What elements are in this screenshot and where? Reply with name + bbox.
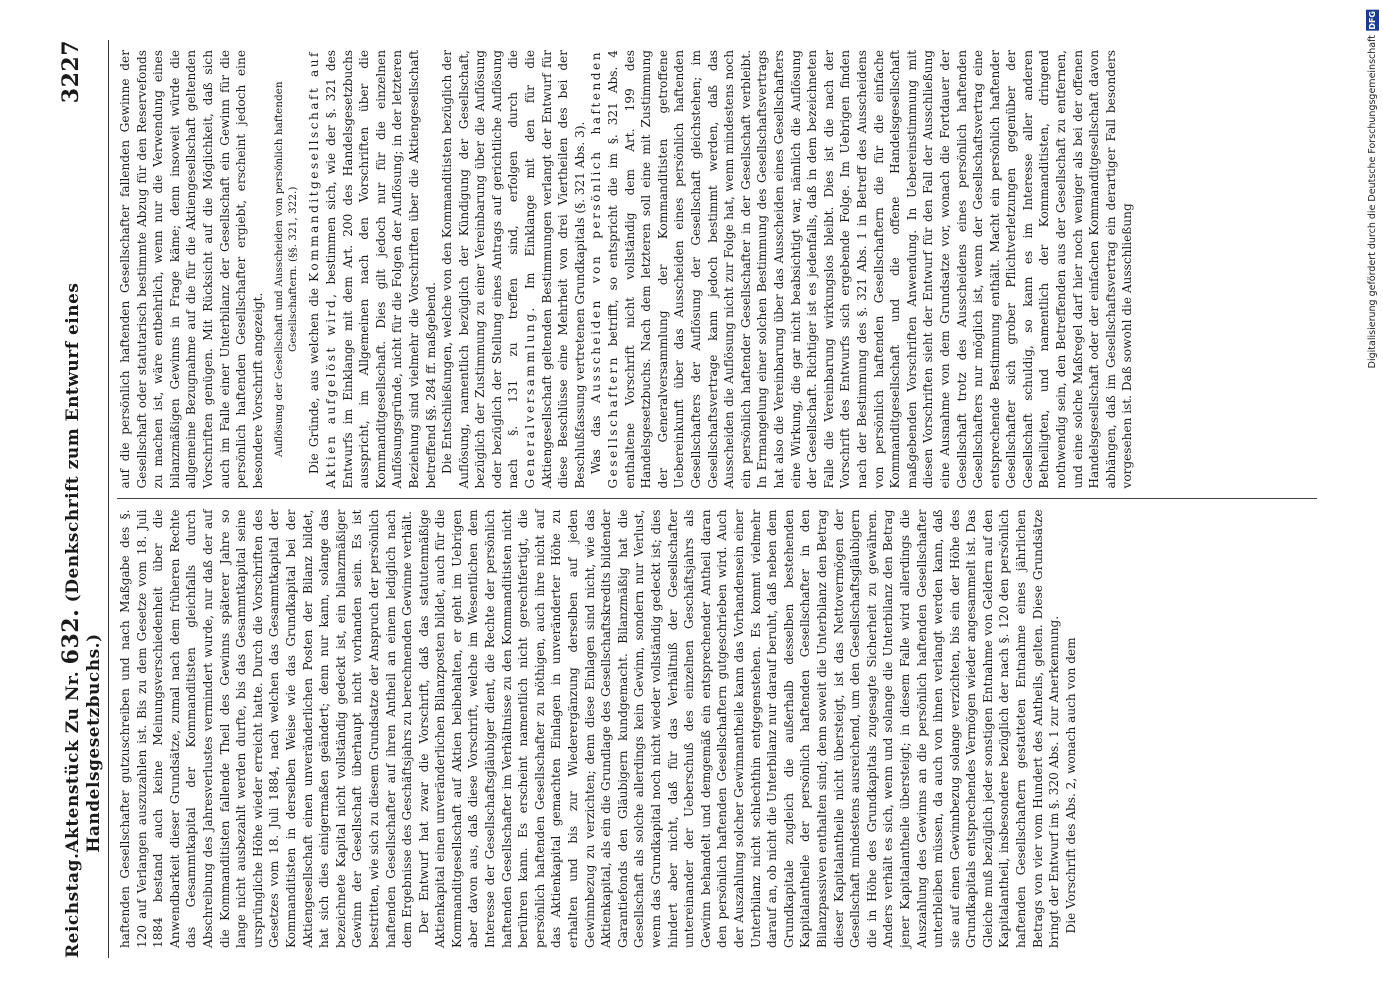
text-columns (117, 40, 1317, 958)
paragraph: Die Vorschrift des Abs. 2, wonach auch von dem (1063, 637, 1078, 934)
paragraph: auf die persönlich haftenden Gesellschafter fallenden Gewinne der Gesellschaft oder statutarisch bestimmte Abzug für den Reservefonds zu machen ist, wäre entbehrlich, wenn nur die Verwendung eines bilanzmäßigen Gewinns in Frage käme; denn insoweit würde die allgemeine Bezugnahme auf die für die Aktiengesellschaft geltenden Vorschriften genügen. Mit Rücksicht auf die Möglichkeit, daß sich auch im Falle einer Unterbilanz der Gesellschaft ein Gewinn für die persönlich haftenden Gesellschafter ergiebt, erscheint jedoch eine besondere Vorschrift angezeigt. (118, 50, 265, 489)
text-run: Was das (589, 415, 604, 474)
text-run: bestimmen sich, wie der §. 321 des Entwurfs im Einklange mit dem Art. 200 des Handelsgesetzbuchs ausspricht, im Allgemeinen nach den Vorschriften über die Kommanditgesellschaft. Dies gilt jedoch nur für die einzelnen Auflösungsgründe, nicht für die Folgen der Auflösung; in der letzteren Beziehung sind vielmehr die Vorschriften über die Aktiengesellschaft betreffend §§. 284 ff. maßgebend. (323, 50, 438, 489)
paragraph (439, 50, 588, 489)
header-number: 632. (58, 608, 84, 665)
spaced-emphasis: Generalversammlung. (523, 305, 538, 489)
text-run: Die Entschließungen, welche von den Kommanditisten bezüglich der Auflösung, namentlich bezüglich der Kündigung der Gesellschaft, bezüglich der Zustimmung zu einer Vereinbarung über die Auflösung oder bezüglich der Stellung eines Antrags auf gerichtliche Auflösung nach §. 131 zu treffen sind, erfolgen durch die (440, 50, 521, 489)
paragraph: haftenden Gesellschafter gutzuschreiben und nach Maßgabe des §. 120 auf Verlangen auszuzahlen ist. Bis zu dem Gesetze vom 18. Juli 1884 bestand auch keine Meinungsverschiedenheit über die Anwendbarkeit dieser Grundsätze, zumal nach dem früheren Rechte das Gesammtkapital der Kommanditisten gleichfalls durch Abschreibung des Jahresverlustes vermindert wurde, nur daß der auf die Kommanditisten fallende Theil des Gewinns späterer Jahre so lange nicht ausbezahlt werden durfte, bis das Gesammtkapital seine ursprüngliche Höhe wieder erreicht hatte. Durch die Vorschriften des Gesetzes vom 18. Juli 1884, nach welchen das Gesammtkapital der Kommanditisten in derselben Weise wie das Grundkapital bei der Aktiengesellschaft einen unveränderlichen Posten der Bilanz bildet, hat sich dies einigermaßen geändert; denn nur kann, solange das bezeichnete Kapital nicht vollständig gedeckt ist, ein bilanzmäßiger Gewinn der Gesellschaft überhaupt nicht vorhanden sein. Es ist bestritten, wie sich zu diesem Grundsatze der Anspruch der persönlich haftenden Gesellschafter auf ihren Antheil an einem lediglich nach dem Ergebnisse des Geschäftsjahrs zu berechnenden Gewinne verhält. (118, 509, 415, 948)
section-heading: Auflösung der Gesellschaft und Ausscheiden von persönlich haftenden Gesellschaftern. (§§. 321, 322.) (273, 81, 300, 458)
digitization-note (1365, 10, 1379, 990)
header-title-b: (Denkschrift zum Entwurf eines Handelsgesetzbuchs.) (63, 282, 104, 853)
paragraph (306, 50, 439, 489)
dfg-logo: DFG (1367, 11, 1377, 30)
column-divider (117, 499, 1317, 500)
spaced-emphasis: Ausscheiden von persönlich haftenden Gesellschaftern (589, 50, 621, 489)
text-run: Die Gründe, aus welchen die (307, 288, 322, 474)
funding-note: Digitalisierung gefördert durch die Deutsche Forschungsgemeinschaft (1366, 34, 1378, 368)
header-left: Reichstag. (63, 852, 83, 958)
page-header (58, 40, 109, 958)
header-middle (58, 103, 104, 852)
page-number: 3227 (58, 40, 84, 104)
paragraph (588, 50, 1136, 489)
spaced-emphasis: Kommanditgesellschaft auf Aktien aufgelöst wird, (307, 50, 338, 489)
paragraph: Der Entwurf hat zwar die Vorschrift, daß das statutenmäßige Aktienkapital einen unveränderlichen Bilanzposten bildet, auch für die Kommanditgesellschaft auf Aktien beibehalten, er geht im Uebrigen aber davon aus, daß diese Vorschrift, welche im Wesentlichen dem Interesse der Gesellschaftsgläubiger dient, die Rechte der persönlich haftenden Gesellschafter im Verhältnisse zu den Kommanditisten nicht berühren kann. Es erscheint namentlich nicht gerechtfertigt, die persönlich haftenden Gesellschafter zu nöthigen, auch ihre nicht auf das Aktienkapital gemachten Einlagen in unveränderter Höhe zu erhalten und bis zur Wiederergänzung derselben auf jeden Gewinnbezug zu verzichten; denn diese Einlagen sind nicht, wie das Aktienkapital, als ein die Grundlage des Gesellschaftskredits bildender Garantiefonds den Gläubigern kundgemacht. Bilanzmäßig hat die Gesellschaft als solche allerdings kein Gewinn, sondern nur Verlust, wenn das Grundkapital noch nicht wieder vollständig gedeckt ist; dies hindert aber nicht, daß für das Verhältniß der Gesellschafter untereinander der Ueberschuß des einzelnen Geschäftsjahrs als Gewinn behandelt und demgemäß ein entsprechender Antheil daran den persönlich haftenden Gesellschaftern gutgeschrieben wird. Auch der Auszahlung solcher Gewinnantheile kann das Vorhandensein einer Unterbilanz nicht schlechthin entgegenstehen. Es kommt vielmehr darauf an, ob nicht die Unterbilanz nur darauf beruht, daß neben dem Grundkapitale zugleich die außerhalb desselben bestehenden Kapitalantheile der persönlich haftenden Gesellschafter in den Bilanzpassiven enthalten sind; denn soweit die Unterbilanz den Betrag dieser Kapitalantheile nicht übersteigt, ist das Nettovermögen der Gesellschaft mindestens ausreichend, um den Gesellschaftsgläubigern die in Höhe des Grundkapitals zugesagte Sicherheit zu gewähren. Anders verhält es sich, wenn und solange die Unterbilanz den Betrag jener Kapitalantheile übersteigt; in diesem Falle wird allerdings die Auszahlung des Gewinns an die persönlich haftenden Gesellschafter unterbleiben müssen, da auch von ihnen verlangt werden kann, daß sie auf einen Gewinnbezug solange verzichten, bis ein der Höhe des Grundkapitals entsprechendes Vermögen wieder angesammelt ist. Das Gleiche muß bezüglich jeder sonstigen Entnahme von Geldern auf den Kapitalantheil, insbesondere bezüglich der nach §. 120 den persönlich haftenden Gesellschaftern gestatteten Entnahme eines jährlichen Betrags von vier vom Hundert des Antheils, gelten. Diese Grundsätze bringt der Entwurf im §. 320 Abs. 1 zur Anerkennung. (416, 509, 1062, 948)
column-left (117, 500, 1317, 959)
header-title-a: Aktenstück Zu Nr. (63, 670, 83, 853)
column-right (117, 40, 1317, 499)
text-run: Im Einklange mit den für die Aktiengesellschaft geltenden Bestimmungen verlangt der Entwurf für diese Beschlüsse eine Mehrheit von drei Viertheilen des bei der Beschlußfassung vertretenen Grundkapitals (§. 321 Abs. 3). (523, 50, 587, 489)
text-run: betrifft, so entspricht die im §. 321 Abs. 4 enthaltene Vorschrift nicht vollständig dem Art. 199 des Handelsgesetzbuchs. Nach dem letzteren soll eine mit Zustimmung der Generalversammlung der Kommanditisten getroffene Uebereinkunft über das Ausscheiden eines persönlich haftenden Gesellschafters der Auflösung der Gesellschaft gleichstehen; im Gesellschaftsvertrage kann jedoch bestimmt werden, daß das Ausscheiden die Auflösung nicht zur Folge hat, wenn mindestens noch ein persönlich haftender Gesellschafter in der Gesellschaft verbleibt. In Ermangelung einer solchen Bestimmung des Gesellschaftsvertrags hat also die Vereinbarung über das Ausscheiden eines Gesellschafters eine Wirkung, die gar nicht beabsichtigt war, nämlich die Auflösung der Gesellschaft. Richtiger ist es jedenfalls, daß in dem bezeichneten Falle die Vereinbarung wirkungslos bleibt. Dies ist die nach der Vorschrift des Entwurfs sich ergebende Folge. Im Uebrigen finden nach der Bestimmung des §. 321 Abs. 1 in Betreff des Ausscheidens von persönlich haftenden Gesellschaftern die für die einfache Kommanditgesellschaft und die offene Handelsgesellschaft maßgebenden Vorschriften Anwendung. In Uebereinstimmung mit diesen Vorschriften sieht der Entwurf für den Fall der Ausschließung eine Ausnahme von dem Grundsatze vor, wonach die Fortdauer der Gesellschaft trotz des Ausscheidens eines persönlich haftenden Gesellschafters nur möglich ist, wenn der Gesellschaftsvertrag eine entsprechende Bestimmung enthält. Macht ein persönlich haftender Gesellschafter sich grober Pflichtverletzungen gegenüber der Gesellschaft schuldig, so kann es im Interesse aller anderen Betheiligten, und namentlich der Kommanditisten, dringend nothwendig sein, den Betreffenden aus der Gesellschaft zu entfernen, und eine solche Maßregel darf hier noch weniger als bei der offenen Handelsgesellschaft oder der einfachen Kommanditgesellschaft davon abhängen, daß im Gesellschaftsvertrag ein derartiger Fall besonders vorgesehen ist. Daß sowohl die Ausschließung (606, 50, 1135, 489)
